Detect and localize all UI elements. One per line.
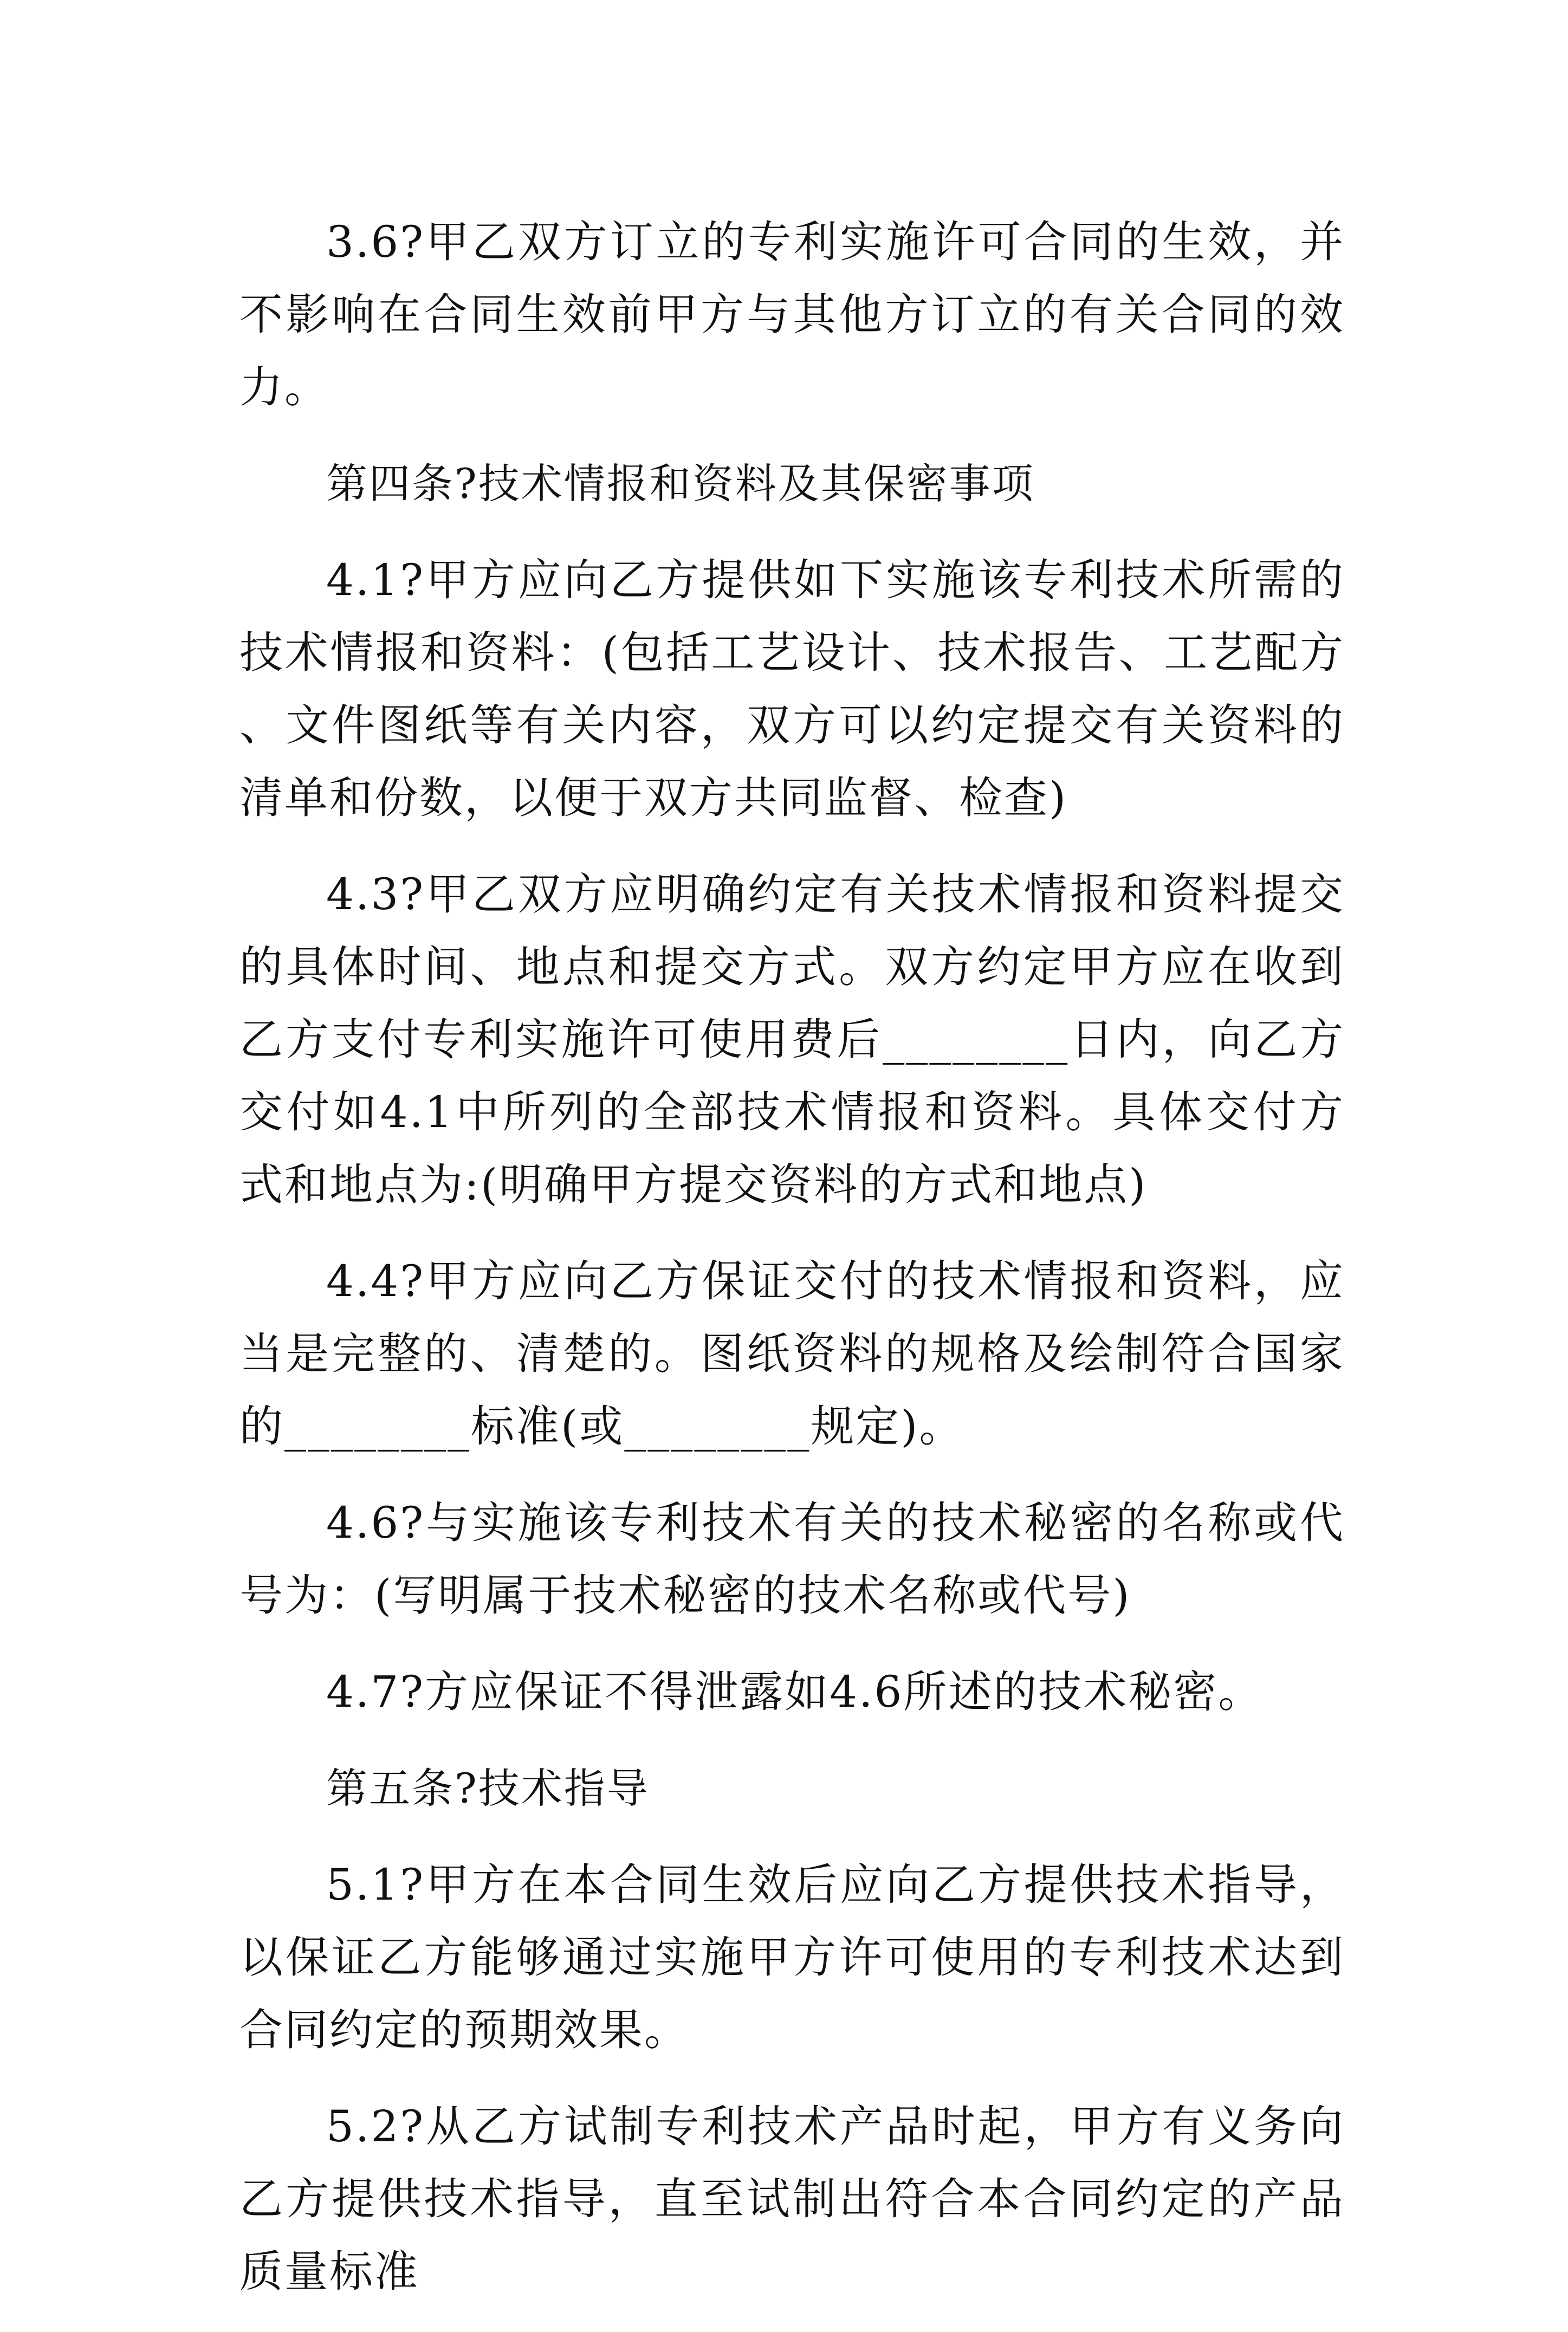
document-page — [239, 206, 1345, 2332]
paragraph-5-2: 5.2?从乙方试制专利技术产品时起，甲方有义务向乙方提供技术指导，直至试制出符合本合同约定的产品质量标准 — [239, 2101, 1345, 2297]
paragraph-4-1: 4.1?甲方应向乙方提供如下实施该专利技术所需的技术情报和资料：(包括工艺设计、技术报告、工艺配方、文件图纸等有关内容，双方可以约定提交有关资料的清单和份数，以便于双方共同监督、检查) — [239, 555, 1345, 823]
paragraph-4-3: 4.3?甲乙双方应明确约定有关技术情报和资料提交的具体时间、地点和提交方式。双方约定甲方应在收到乙方支付专利实施许可使用费后________日内，向乙方交付如4.1中所列的全部技术情报和资料。具体交付方式和地点为:(明确甲方提交资料的方式和地点) — [239, 869, 1345, 1210]
paragraph-4-4: 4.4?甲方应向乙方保证交付的技术情报和资料，应当是完整的、清楚的。图纸资料的规格及绘制符合国家的________标准(或________规定)。 — [239, 1256, 1345, 1452]
paragraph-5-1: 5.1?甲方在本合同生效后应向乙方提供技术指导，以保证乙方能够通过实施甲方许可使用的专利技术达到合同约定的预期效果。 — [239, 1860, 1345, 2055]
paragraph-4-7: 4.7?方应保证不得泄露如4.6所述的技术秘密。 — [326, 1667, 1264, 1717]
heading-article-5: 第五条?技术指导 — [326, 1764, 650, 1812]
paragraph-4-6: 4.6?与实施该专利技术有关的技术秘密的名称或代号为：(写明属于技术秘密的技术名称或代号) — [239, 1498, 1345, 1621]
paragraph-3-6: 3.6?甲乙双方订立的专利实施许可合同的生效，并不影响在合同生效前甲方与其他方订立的有关合同的效力。 — [239, 217, 1345, 412]
heading-article-4: 第四条?技术情报和资料及其保密事项 — [326, 459, 1035, 508]
